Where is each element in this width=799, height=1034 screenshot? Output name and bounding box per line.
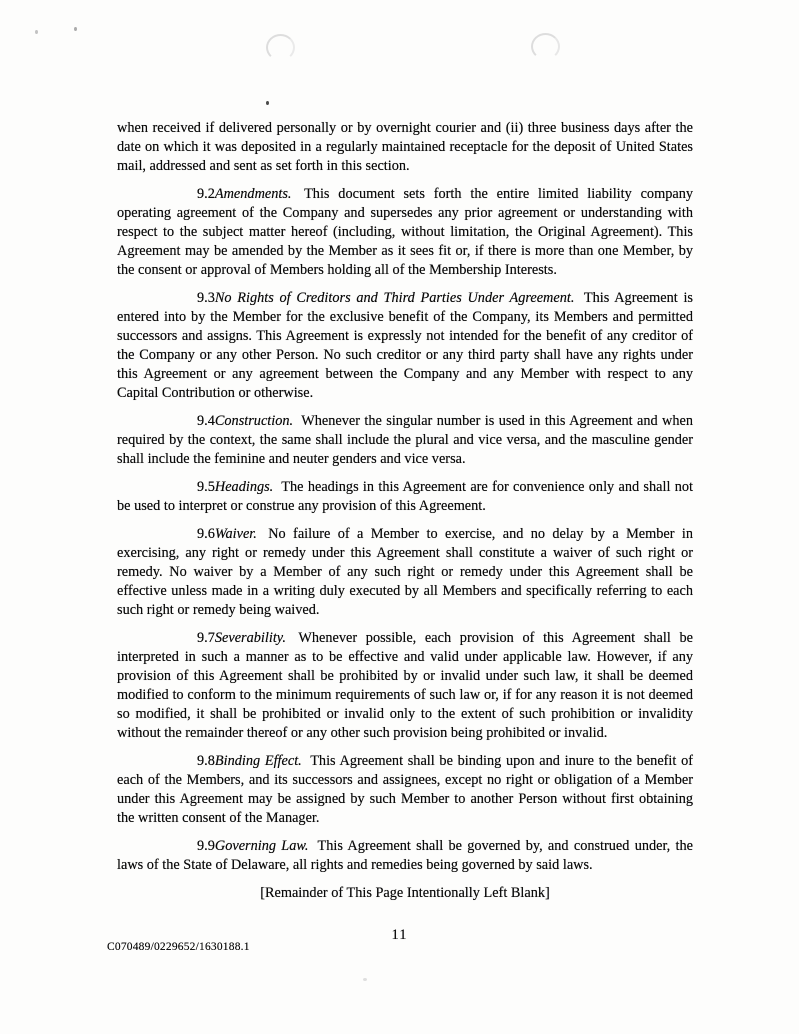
section-9-3 [117, 289, 693, 403]
section-number: 9.9 [197, 838, 215, 854]
section-number: 9.5 [197, 479, 215, 495]
section-number: 9.3 [197, 290, 215, 306]
section-title: Binding Effect. [214, 753, 302, 769]
section-body: This Agreement shall be governed by, and construed under, the laws of the State of Delaware, all rights and remedies being governed by said laws. [117, 838, 693, 873]
scan-artifact-speck [35, 30, 38, 34]
section-title: Severability. [214, 630, 286, 646]
section-body: This Agreement shall be binding upon and inure to the benefit of each of the Members, and its successors and assignees, except no right or obligation of a Member under this Agreement may be assigned by such Member to another Person without first obtaining the written consent of the Manager. [117, 753, 693, 826]
section-title: Headings. [214, 479, 274, 495]
section-title: No Rights of Creditors and Third Parties Under Agreement. [214, 290, 575, 306]
footer-reference: C070489/0229652/1630188.1 [107, 941, 250, 953]
section-body: Whenever possible, each provision of this Agreement shall be interpreted in such a manner as to be effective and valid under applicable law. However, if any provision of this Agreement shall be prohibited by or invalid under such law, it shall be deemed modified to conform to the minimum requirements of such law or, if for any reason it is not deemed so modified, it shall be prohibited or invalid only to the extent of such prohibition or invalidity without the remainder thereof or any other such provision being prohibited or invalid. [117, 630, 694, 741]
scan-artifact-speck [363, 978, 367, 981]
section-number: 9.4 [197, 413, 215, 429]
section-9-9 [117, 837, 693, 875]
section-title: Waiver. [214, 526, 257, 542]
section-number: 9.6 [197, 526, 215, 542]
section-9-2 [117, 185, 693, 280]
section-title: Governing Law. [214, 838, 309, 854]
section-body: No failure of a Member to exercise, and no delay by a Member in exercising, any right or remedy under this Agreement shall constitute a waiver of such right or remedy. No waiver by a Member of any such right or remedy under this Agreement shall be effective unless made in a writing duly executed by all Members and specifically referring to each such right or remedy being waived. [117, 526, 693, 618]
section-9-4 [117, 412, 693, 469]
scan-artifact-speck [266, 101, 269, 105]
section-body: This Agreement is entered into by the Member for the exclusive benefit of the Company, its Members and permitted successors and assigns. This Agreement is expressly not intended for the benefit of any creditor of the Company or any other Person. No such creditor or any third party shall have any rights under this Agreement or any agreement between the Company and any Member with respect to any Capital Contribution or otherwise. [117, 290, 693, 401]
section-9-8 [117, 752, 693, 828]
section-title: Construction. [214, 413, 294, 429]
paragraph-continuation: when received if delivered personally or by overnight courier and (ii) three business days after the date on which it was deposited in a regularly maintained receptacle for the deposit of United States mail, addressed and sent as set forth in this section. [117, 120, 693, 174]
section-body: This document sets forth the entire limited liability company operating agreement of the Company and supersedes any prior agreement or understanding with respect to the subject matter hereof (including, without limitation, the Original Agreement). This Agreement may be amended by the Member as it sees fit or, if there is more than one Member, by the consent or approval of Members holding all of the Membership Interests. [117, 186, 693, 278]
scan-artifact-arc [266, 34, 295, 61]
scan-artifact-speck [74, 27, 77, 31]
page-number: 11 [391, 927, 408, 943]
document-body [117, 119, 693, 912]
section-number: 9.2 [197, 186, 215, 202]
section-number: 9.8 [197, 753, 215, 769]
section-9-5 [117, 478, 693, 516]
section-body: The headings in this Agreement are for convenience only and shall not be used to interpret or construe any provision of this Agreement. [117, 479, 693, 514]
section-number: 9.7 [197, 630, 215, 646]
section-9-7 [117, 629, 693, 743]
scan-artifact-arc [531, 33, 560, 60]
section-9-6 [117, 525, 693, 620]
section-body: Whenever the singular number is used in this Agreement and when required by the context, the same shall include the plural and vice versa, and the masculine gender shall include the feminine and neuter genders and vice versa. [117, 413, 693, 467]
section-title: Amendments. [214, 186, 292, 202]
remainder-note: [Remainder of This Page Intentionally Left Blank] [260, 885, 550, 901]
